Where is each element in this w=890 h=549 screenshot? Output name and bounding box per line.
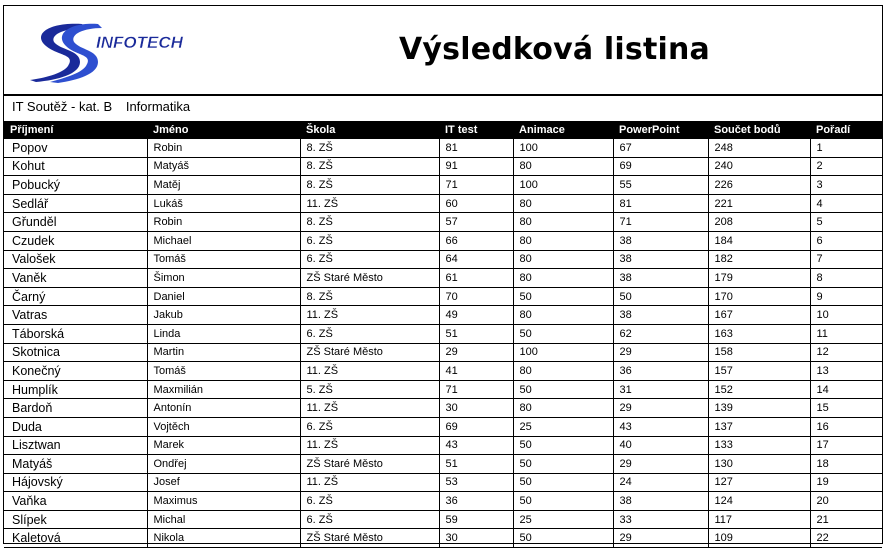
table-cell: 71 [439,380,513,399]
table-cell: 24 [613,473,708,492]
table-cell: 11. ZŠ [300,436,439,455]
table-cell: 157 [708,362,810,381]
table-cell: Antonín [147,399,300,418]
table-cell: 43 [613,417,708,436]
table-cell: Martin [147,343,300,362]
table-cell: 50 [513,287,613,306]
table-cell: ZŠ Staré Město [300,343,439,362]
table-cell: 50 [513,436,613,455]
table-cell: 139 [708,399,810,418]
table-cell: 7 [810,250,882,269]
table-row [4,194,882,213]
table-cell: 11 [810,324,882,343]
table-cell: 80 [513,399,613,418]
table-row [4,343,882,362]
table-cell: 38 [613,250,708,269]
competition-subject: Informatika [125,99,191,114]
table-header-row [4,121,882,139]
table-cell: Bardoň [4,399,147,418]
table-cell: 8 [810,269,882,288]
table-cell: 57 [439,213,513,232]
table-cell: Pobucký [4,176,147,195]
sheet-header [4,6,882,96]
table-row [4,269,882,288]
table-cell: Marek [147,436,300,455]
table-cell: 6. ZŠ [300,250,439,269]
table-row [4,231,882,250]
column-header: Součet bodů [708,121,810,139]
table-cell: Ondřej [147,455,300,474]
table-cell: 100 [513,139,613,157]
table-cell: 69 [613,157,708,176]
table-cell: 158 [708,343,810,362]
table-cell: 22 [810,529,882,548]
table-cell: 8. ZŠ [300,139,439,157]
table-cell: 70 [439,287,513,306]
table-cell: 66 [439,231,513,250]
table-cell: Jakub [147,306,300,325]
svg-text:INFOTECH: INFOTECH [96,33,183,52]
table-row [4,455,882,474]
table-cell: 9 [810,287,882,306]
table-cell: 30 [439,399,513,418]
table-cell: 36 [439,492,513,511]
table-cell: 25 [513,510,613,529]
table-cell: 170 [708,287,810,306]
table-cell: Lisztwan [4,436,147,455]
table-cell: 5. ZŠ [300,380,439,399]
table-cell: 21 [810,510,882,529]
page-title: Výsledková listina [399,32,710,67]
table-cell: 11. ZŠ [300,362,439,381]
table-cell: 8. ZŠ [300,213,439,232]
table-cell: 67 [613,139,708,157]
table-cell: 8. ZŠ [300,176,439,195]
table-row [4,157,882,176]
table-cell: 38 [613,231,708,250]
table-cell: 38 [613,492,708,511]
table-cell: 226 [708,176,810,195]
table-cell: Maximus [147,492,300,511]
table-row [4,362,882,381]
table-cell: Robin [147,213,300,232]
table-cell: 31 [613,380,708,399]
table-cell: 29 [439,343,513,362]
table-cell: 41 [439,362,513,381]
column-header: Animace [513,121,613,139]
table-cell: 5 [810,213,882,232]
table-cell: 80 [513,362,613,381]
table-cell: ZŠ Staré Město [300,269,439,288]
table-cell: 137 [708,417,810,436]
table-cell: 10 [810,306,882,325]
table-cell: 81 [439,139,513,157]
table-cell: 29 [613,455,708,474]
table-row [4,510,882,529]
table-cell: 80 [513,213,613,232]
table-row [4,324,882,343]
table-cell: 11. ZŠ [300,473,439,492]
table-cell: 8. ZŠ [300,287,439,306]
competition-category: IT Soutěž - kat. B [12,99,113,114]
table-cell: 50 [513,473,613,492]
table-cell: 17 [810,436,882,455]
table-cell: 50 [513,492,613,511]
table-cell: Lukáš [147,194,300,213]
table-row [4,492,882,511]
table-cell: Humplík [4,380,147,399]
table-cell: 124 [708,492,810,511]
table-cell: 36 [613,362,708,381]
table-cell: 20 [810,492,882,511]
table-cell: 6. ZŠ [300,231,439,250]
table-cell: Táborská [4,324,147,343]
table-cell: 167 [708,306,810,325]
table-cell: 11. ZŠ [300,399,439,418]
table-cell: Michal [147,510,300,529]
table-row [4,139,882,157]
table-cell: 2 [810,157,882,176]
column-header: PowerPoint [613,121,708,139]
table-cell: 179 [708,269,810,288]
table-cell: Vojtěch [147,417,300,436]
table-cell: 91 [439,157,513,176]
table-cell: Čarný [4,287,147,306]
table-cell: 60 [439,194,513,213]
table-cell: Šimon [147,269,300,288]
table-cell: 152 [708,380,810,399]
table-cell: 51 [439,324,513,343]
table-cell: Tomáš [147,250,300,269]
table-cell: 6. ZŠ [300,417,439,436]
table-cell: Linda [147,324,300,343]
table-cell: 50 [513,380,613,399]
table-cell: 127 [708,473,810,492]
table-cell: 69 [439,417,513,436]
table-cell: 29 [613,343,708,362]
table-cell: Vaněk [4,269,147,288]
table-cell: Matěj [147,176,300,195]
table-cell: 3 [810,176,882,195]
table-row [4,287,882,306]
column-header: Jméno [147,121,300,139]
table-row [4,399,882,418]
table-cell: Hájovský [4,473,147,492]
table-cell: 14 [810,380,882,399]
table-cell: 50 [513,324,613,343]
table-cell: Kaletová [4,529,147,548]
table-cell: 13 [810,362,882,381]
table-cell: 50 [513,529,613,548]
table-cell: Duda [4,417,147,436]
results-table [4,121,882,548]
table-cell: 43 [439,436,513,455]
table-cell: 81 [613,194,708,213]
table-cell: 80 [513,231,613,250]
column-header: IT test [439,121,513,139]
table-cell: 12 [810,343,882,362]
table-cell: 64 [439,250,513,269]
table-cell: Daniel [147,287,300,306]
table-cell: 208 [708,213,810,232]
results-sheet [3,5,883,544]
table-cell: 16 [810,417,882,436]
table-cell: Czudek [4,231,147,250]
table-cell: 19 [810,473,882,492]
table-cell: Robin [147,139,300,157]
table-row [4,176,882,195]
table-cell: 50 [613,287,708,306]
table-cell: 100 [513,176,613,195]
table-cell: 38 [613,269,708,288]
table-cell: 80 [513,306,613,325]
table-cell: Josef [147,473,300,492]
table-cell: 62 [613,324,708,343]
table-cell: 240 [708,157,810,176]
table-cell: 4 [810,194,882,213]
table-cell: 59 [439,510,513,529]
table-cell: 33 [613,510,708,529]
table-cell: ZŠ Staré Město [300,455,439,474]
table-row [4,436,882,455]
table-cell: 30 [439,529,513,548]
table-cell: Slípek [4,510,147,529]
competition-info [12,99,200,114]
table-cell: Skotnica [4,343,147,362]
table-row [4,380,882,399]
table-cell: 6. ZŠ [300,492,439,511]
table-cell: 163 [708,324,810,343]
table-row [4,213,882,232]
table-cell: 49 [439,306,513,325]
table-cell: 182 [708,250,810,269]
table-cell: 40 [613,436,708,455]
table-cell: 51 [439,455,513,474]
table-cell: 71 [613,213,708,232]
table-row [4,529,882,548]
table-row [4,417,882,436]
table-cell: 71 [439,176,513,195]
table-cell: Vaňka [4,492,147,511]
table-cell: 109 [708,529,810,548]
table-cell: 8. ZŠ [300,157,439,176]
table-body [4,139,882,548]
table-cell: 50 [513,455,613,474]
table-cell: Sedlář [4,194,147,213]
table-cell: Konečný [4,362,147,381]
table-cell: 184 [708,231,810,250]
table-cell: 6 [810,231,882,250]
table-cell: 11. ZŠ [300,194,439,213]
table-cell: 38 [613,306,708,325]
column-header: Škola [300,121,439,139]
table-cell: 80 [513,157,613,176]
table-cell: ZŠ Staré Město [300,529,439,548]
column-header: Příjmení [4,121,147,139]
table-cell: 61 [439,269,513,288]
table-cell: 80 [513,250,613,269]
table-cell: Michael [147,231,300,250]
table-cell: 25 [513,417,613,436]
table-cell: 133 [708,436,810,455]
table-cell: 6. ZŠ [300,324,439,343]
table-cell: 1 [810,139,882,157]
table-row [4,473,882,492]
table-cell: 117 [708,510,810,529]
table-cell: 100 [513,343,613,362]
table-cell: 29 [613,529,708,548]
table-cell: Kohut [4,157,147,176]
table-cell: 6. ZŠ [300,510,439,529]
table-cell: Matyáš [4,455,147,474]
table-row [4,306,882,325]
table-cell: 15 [810,399,882,418]
table-cell: 11. ZŠ [300,306,439,325]
table-cell: Vatras [4,306,147,325]
table-cell: Matyáš [147,157,300,176]
table-cell: 18 [810,455,882,474]
column-header: Pořadí [810,121,882,139]
table-cell: Tomáš [147,362,300,381]
table-cell: Gřunděl [4,213,147,232]
table-row [4,250,882,269]
table-cell: 29 [613,399,708,418]
table-cell: 80 [513,194,613,213]
table-cell: 80 [513,269,613,288]
table-cell: Nikola [147,529,300,548]
table-cell: 53 [439,473,513,492]
table-cell: Popov [4,139,147,157]
infotech-logo [24,20,184,84]
table-cell: 55 [613,176,708,195]
table-cell: 130 [708,455,810,474]
table-cell: 221 [708,194,810,213]
table-cell: Maxmilián [147,380,300,399]
table-cell: 248 [708,139,810,157]
table-cell: Valošek [4,250,147,269]
